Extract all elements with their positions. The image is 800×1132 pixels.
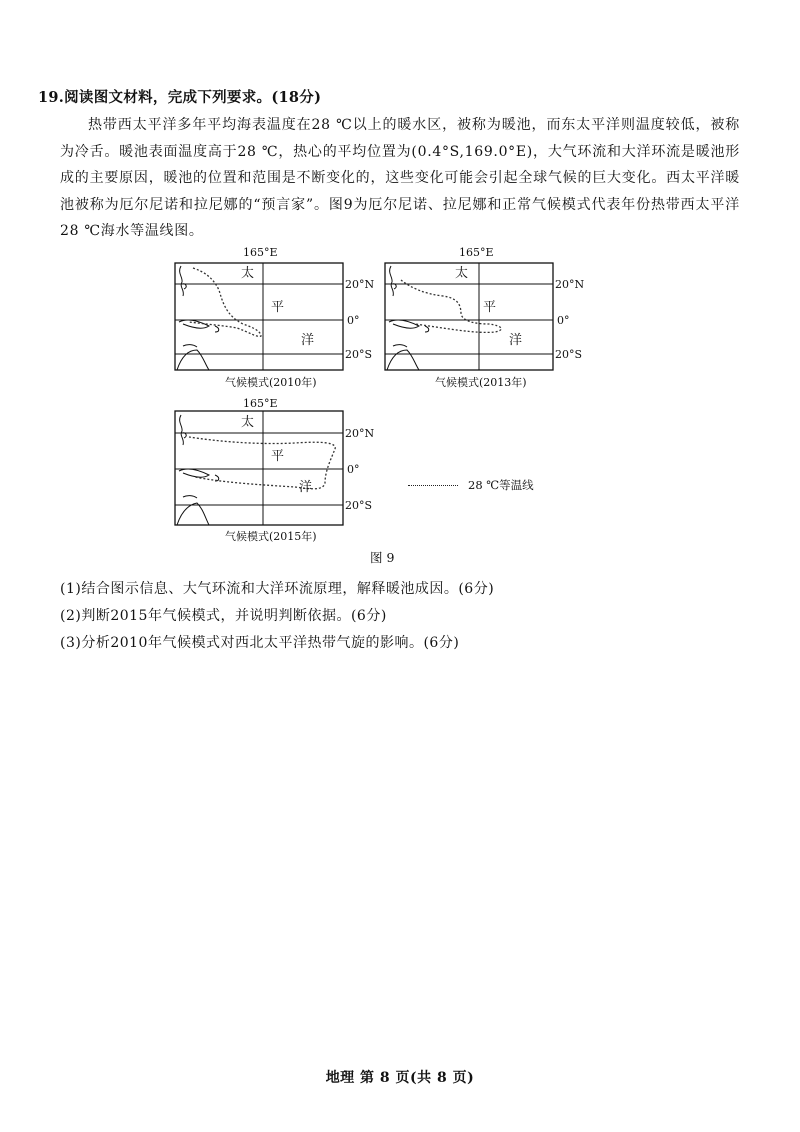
- ocean-char-tai: 太: [455, 266, 469, 281]
- map-2015: [175, 397, 385, 549]
- lat-label-20s: 20°S: [345, 499, 373, 512]
- figure-caption: 图 9: [370, 550, 395, 565]
- lat-label-equator: 0°: [347, 463, 360, 476]
- ocean-char-yang: 洋: [301, 333, 315, 348]
- ocean-char-tai: 太: [241, 266, 255, 281]
- ocean-char-yang: 洋: [509, 333, 523, 348]
- lat-label-20s: 20°S: [555, 348, 583, 361]
- sub-question-3: (3)分析2010年气候模式对西北太平洋热带气旋的影响。(6分): [60, 635, 460, 651]
- map-caption: 气候模式(2015年): [225, 530, 317, 543]
- map-longitude-label: 165°E: [459, 246, 494, 259]
- dotted-isotherm-icon: [408, 485, 458, 486]
- ocean-char-tai: 太: [241, 415, 255, 430]
- isotherm-28c-2015: [189, 437, 335, 489]
- map-2010: [175, 246, 385, 396]
- lat-label-20s: 20°S: [345, 348, 373, 361]
- ocean-char-yang: 洋: [299, 480, 313, 495]
- ocean-char-ping: 平: [271, 300, 285, 315]
- map-longitude-label: 165°E: [243, 246, 278, 259]
- map-longitude-label: 165°E: [243, 397, 278, 410]
- lat-label-20n: 20°N: [345, 427, 375, 440]
- page-footer: 地理 第 8 页(共 8 页): [325, 1070, 475, 1086]
- lat-label-equator: 0°: [557, 314, 570, 327]
- lat-label-20n: 20°N: [345, 278, 375, 291]
- land-outline: [177, 415, 219, 525]
- map-2013: [385, 246, 595, 396]
- figure-legend: [408, 477, 534, 493]
- sub-question-1: (1)结合图示信息、大气环流和大洋环流原理，解释暖池成因。(6分): [60, 581, 495, 597]
- sub-question-2: (2)判断2015年气候模式，并说明判断依据。(6分): [60, 608, 387, 624]
- map-caption: 气候模式(2013年): [435, 376, 527, 389]
- ocean-char-ping: 平: [483, 300, 497, 315]
- map-caption: 气候模式(2010年): [225, 376, 317, 389]
- lat-label-equator: 0°: [347, 314, 360, 327]
- legend-label: 28 ℃等温线: [468, 478, 534, 492]
- lat-label-20n: 20°N: [555, 278, 585, 291]
- question-material: 热带西太平洋多年平均海表温度在28 ℃以上的暖水区，被称为暖池，而东太平洋则温度较低，被称为冷舌。暖池表面温度高于28 ℃，热心的平均位置为(0.4°S,169.0°E)，大气环流和大洋环流是暖池形成的主要原因，暖池的位置和范围是不断变化的，这些变化可能会引起全球气候的巨大变化。西太平洋暖池被称为厄尔尼诺和拉尼娜的“预言家”。图9为厄尔尼诺、拉尼娜和正常气候模式代表年份热带西太平洋28 ℃海水等温线图。: [60, 117, 740, 239]
- ocean-char-ping: 平: [271, 449, 285, 464]
- question-title: 19.阅读图文材料，完成下列要求。(18分): [38, 89, 322, 106]
